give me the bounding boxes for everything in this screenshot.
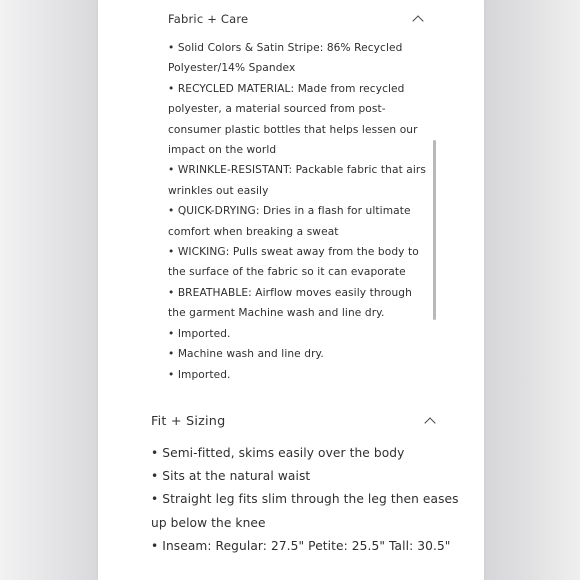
fabric-care-section: [154, 0, 436, 396]
background-left: [0, 0, 98, 580]
fabric-care-line: Polyester/14% Spandex: [168, 62, 296, 75]
fit-sizing-title: Fit + Sizing: [151, 414, 226, 429]
fabric-care-accordion-header[interactable]: [168, 10, 424, 28]
fabric-care-line: • WICKING: Pulls sweat away from the body to: [168, 246, 419, 259]
fit-sizing-line: • Semi-fitted, skims easily over the body: [151, 446, 405, 460]
chevron-up-icon[interactable]: [412, 15, 423, 26]
fabric-care-line: • Solid Colors & Satin Stripe: 86% Recycled: [168, 42, 403, 54]
fabric-care-line: • Imported.: [168, 327, 231, 340]
product-details-panel: [98, 0, 484, 580]
fabric-care-line: • Imported.: [168, 368, 231, 381]
fabric-care-line: • QUICK-DRYING: Dries in a flash for ultimate: [168, 205, 411, 218]
fabric-care-line: comfort when breaking a sweat: [168, 225, 339, 238]
fit-sizing-content: [151, 442, 459, 558]
fit-sizing-section: [135, 404, 459, 580]
background-right: [482, 0, 580, 580]
fabric-care-line: polyester, a material sourced from post-: [168, 103, 386, 116]
fabric-care-line: • BREATHABLE: Airflow moves easily through: [168, 286, 412, 299]
fabric-care-line: wrinkles out easily: [168, 184, 269, 197]
chevron-up-icon[interactable]: [424, 417, 435, 428]
fit-sizing-line: • Sits at the natural waist: [151, 469, 311, 484]
fit-sizing-accordion-header[interactable]: [151, 412, 438, 432]
fabric-care-line: the surface of the fabric so it can evaporate: [168, 266, 406, 279]
fabric-care-line: the garment Machine wash and line dry.: [168, 307, 385, 320]
fit-sizing-line: • Inseam: Regular: 27.5" Petite: 25.5" Tall: 30.5": [151, 538, 451, 553]
fabric-care-line: • Machine wash and line dry.: [168, 348, 324, 361]
fabric-care-scrollbar[interactable]: [433, 140, 436, 320]
fit-sizing-line: up below the knee: [151, 515, 266, 530]
fit-sizing-line: • Straight leg fits slim through the leg then eases: [151, 492, 459, 507]
fabric-care-line: • WRINKLE-RESISTANT: Packable fabric that airs: [168, 164, 427, 177]
fabric-care-line: consumer plastic bottles that helps lessen our: [168, 123, 418, 136]
fabric-care-title: Fabric + Care: [168, 12, 249, 26]
fabric-care-line: • RECYCLED MATERIAL: Made from recycled: [168, 82, 405, 95]
fabric-care-line: impact on the world: [168, 144, 277, 157]
fabric-care-content: [168, 38, 427, 385]
